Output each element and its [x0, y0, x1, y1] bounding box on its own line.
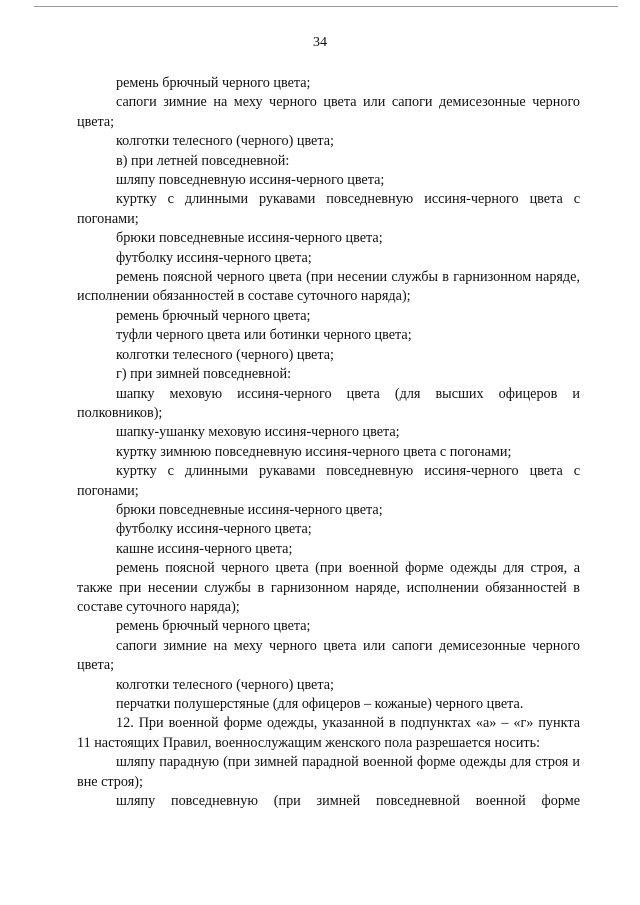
list-item: кашне иссиня-черного цвета; [116, 540, 293, 557]
list-item: брюки повседневные иссиня-черного цвета; [116, 230, 383, 247]
list-item: перчатки полушерстяные (для офицеров – кожаные) черного цвета. [116, 696, 524, 712]
list-item: колготки телесного (черного) цвета; [116, 346, 334, 363]
list-item: колготки телесного (черного) цвета; [116, 133, 334, 150]
list-item: сапоги зимние на меху черного цвета или сапоги демисезонные черного цвета; [77, 637, 580, 674]
document-body [77, 74, 580, 811]
list-item: шляпу повседневную иссиня-черного цвета; [116, 172, 385, 189]
list-item: брюки повседневные иссиня-черного цвета; [116, 501, 383, 518]
list-item: шапку меховую иссиня-черного цвета (для высших офицеров и полковников); [77, 385, 580, 421]
scan-top-edge-line [34, 6, 618, 7]
list-item: шляпу повседневную (при зимней повседневной военной форме [116, 793, 580, 810]
list-item: куртку с длинными рукавами повседневную иссиня-черного цвета с погонами; [77, 463, 580, 499]
list-item: туфли черного цвета или ботинки черного цвета; [116, 327, 412, 344]
list-item: шляпу парадную (при зимней парадной военной форме одежды для строя и вне строя); [77, 754, 580, 790]
page-number: 34 [313, 35, 327, 50]
list-item: ремень поясной черного цвета (при несении службы в гарнизонном наряде, исполнении обязанностей в составе суточного наряда); [77, 269, 580, 305]
list-item: ремень брючный черного цвета; [116, 618, 311, 635]
list-item: футболку иссиня-черного цвета; [116, 249, 312, 266]
subsection-heading: г) при зимней повседневной: [116, 366, 292, 383]
list-item: шапку-ушанку меховую иссиня-черного цвета; [116, 424, 400, 441]
list-item: ремень брючный черного цвета; [116, 307, 311, 324]
list-item: ремень брючный черного цвета; [116, 75, 311, 91]
list-item: колготки телесного (черного) цвета; [116, 676, 334, 693]
subsection-heading: в) при летней повседневной: [116, 152, 290, 169]
numbered-clause: 12. При военной форме одежды, указанной в подпунктах «а» – «г» пункта 11 настоящих Правил, военнослужащим женского пола разрешается носить: [77, 715, 580, 751]
list-item: куртку зимнюю повседневную иссиня-черного цвета с погонами; [116, 443, 512, 460]
list-item: футболку иссиня-черного цвета; [116, 521, 312, 538]
list-item: ремень поясной черного цвета (при военной форме одежды для строя, а также при несении службы в гарнизонном наряде, исполнении обязанностей в составе суточного наряда); [77, 560, 580, 615]
list-item: куртку с длинными рукавами повседневную иссиня-черного цвета с погонами; [77, 191, 580, 227]
list-item: сапоги зимние на меху черного цвета или сапоги демисезонные черного цвета; [77, 94, 580, 130]
